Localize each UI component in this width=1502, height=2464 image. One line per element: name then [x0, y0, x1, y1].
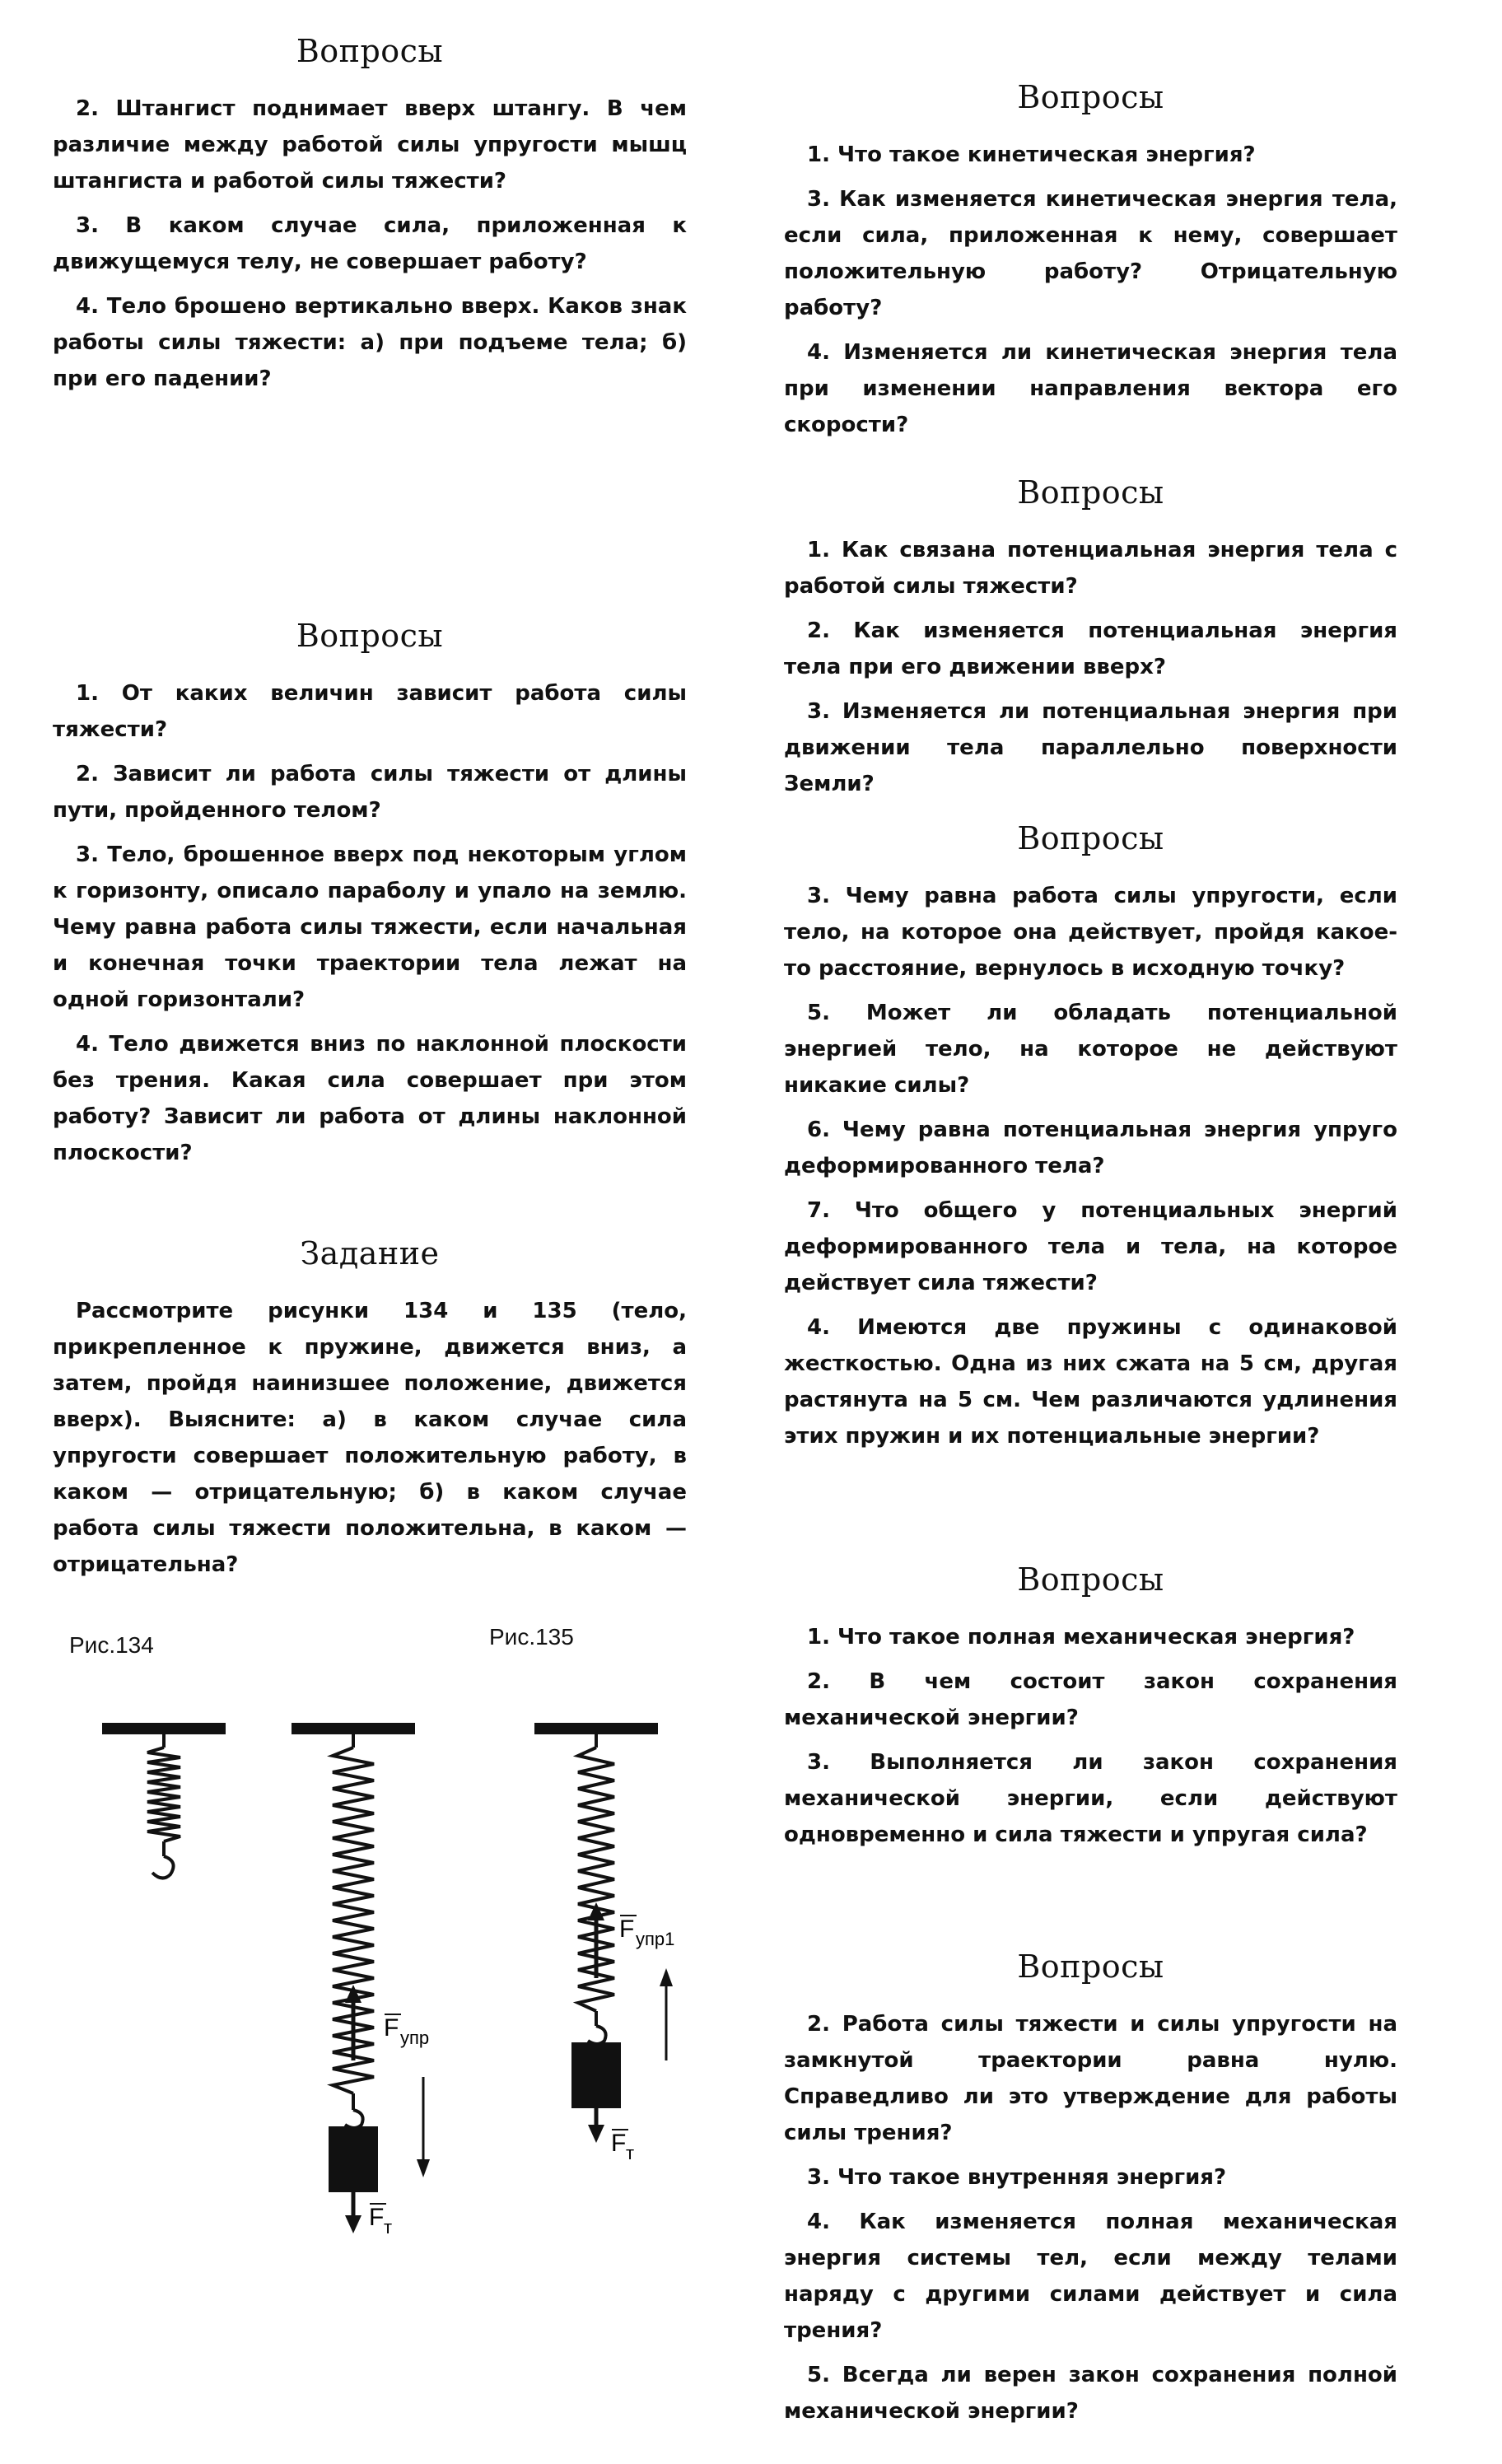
svg-text:т: т — [384, 2217, 393, 2238]
figure-135-label: Рис.135 — [489, 1624, 574, 1650]
question-item: 3. Изменяется ли потенциальная энергия при движении тела параллельно поверхности Земли? — [784, 699, 1397, 796]
task-text: Рассмотрите рисунки 134 и 135 (тело, прикрепленное к пружине, движется вниз, а затем, пройдя наинизшее положение, движется вверх). Выясните: а) в каком случае сила упругости совершает положительную работу, в каком — отрицательную; б) в каком случае работа силы тяжести положительна, в каком — отрицательна? — [53, 1299, 687, 1577]
question-item: 6. Чему равна потенциальная энергия упруго деформированного тела? — [784, 1118, 1397, 1178]
question-item: 5. Может ли обладать потенциальной энергией тело, на которое не действуют никакие силы? — [784, 1001, 1397, 1098]
question-item: 4. Тело брошено вертикально вверх. Каков знак работы силы тяжести: а) при подъеме тела; б) при его падении? — [53, 294, 687, 391]
figure-134-label: Рис.134 — [69, 1632, 154, 1658]
svg-text:F: F — [619, 1916, 635, 1943]
question-item: 1. Что такое кинетическая энергия? — [807, 142, 1256, 167]
section-title: Вопросы — [1017, 1948, 1164, 1985]
label-f-upr — [384, 2014, 429, 2048]
questions-section-work — [53, 33, 687, 405]
question-item: 4. Имеются две пружины с одинаковой жесткостью. Одна из них сжата на 5 см, другая растянута на 5 см. Чем различаются удлинения этих пружин и их потенциальные энергии? — [784, 1315, 1397, 1449]
svg-text:F: F — [369, 2204, 385, 2231]
figures-134-135 — [53, 1624, 695, 2242]
question-item: 4. Изменяется ли кинетическая энергия тела при изменении направления вектора его скорости? — [784, 340, 1397, 437]
question-item: 3. Тело, брошенное вверх под некоторым углом к горизонту, описало параболу и упало на землю. Чему равна работа силы тяжести, если начальная и конечная точки траектории тела лежат на одной горизонтали? — [53, 842, 687, 1012]
spring-diagrams — [53, 1632, 695, 2242]
section-title: Вопросы — [1017, 79, 1164, 115]
question-item: 2. Работа силы тяжести и силы упругости на замкнутой траектории равна нулю. Справедливо ли это утверждение для работы силы трения? — [784, 2012, 1397, 2145]
question-item: 1. Как связана потенциальная энергия тела с работой силы тяжести? — [784, 538, 1397, 599]
svg-text:упр: упр — [400, 2028, 430, 2048]
question-item: 2. В чем состоит закон сохранения механической энергии? — [784, 1669, 1397, 1730]
question-item: 2. Штангист поднимает вверх штангу. В чем различие между работой силы упругости мышц штангиста и работой силы тяжести? — [53, 96, 687, 194]
questions-section-potential — [784, 474, 1397, 810]
question-item: 4. Тело движется вниз по наклонной плоскости без трения. Какая сила совершает при этом работу? Зависит ли работа от длины наклонной плоскости? — [53, 1032, 687, 1165]
section-title: Вопросы — [1017, 820, 1164, 856]
question-item: 2. Зависит ли работа силы тяжести от длины пути, пройденного телом? — [53, 762, 687, 823]
question-item: 7. Что общего у потенциальных энергий деформированного тела и тела, на которое действует сила тяжести? — [784, 1198, 1397, 1295]
svg-text:упр1: упр1 — [636, 1929, 675, 1949]
spring-rest-illustration — [102, 1723, 226, 1878]
section-title: Вопросы — [1017, 1561, 1164, 1598]
svg-text:F: F — [611, 2130, 627, 2157]
spring-stretched-illustration — [292, 1723, 430, 2233]
question-item: 4. Как изменяется полная механическая энергия системы тел, если между телами наряду с другими силами действует и сила трения? — [784, 2210, 1397, 2343]
task-section — [53, 1235, 687, 1591]
question-item: 3. В каком случае сила, приложенная к движущемуся телу, не совершает работу? — [53, 213, 687, 274]
label-f-t-135 — [611, 2130, 634, 2163]
section-title: Вопросы — [1017, 474, 1164, 511]
question-item: 2. Как изменяется потенциальная энергия тела при его движении вверх? — [784, 618, 1397, 679]
question-item: 3. Выполняется ли закон сохранения механической энергии, если действуют одновременно и сила тяжести и упругая сила? — [784, 1750, 1397, 1847]
questions-section-elastic — [784, 820, 1397, 1463]
label-f-upr1 — [619, 1916, 674, 1949]
section-title: Вопросы — [296, 618, 444, 654]
question-item: 1. Что такое полная механическая энергия? — [807, 1625, 1355, 1650]
section-title: Задание — [300, 1235, 440, 1272]
questions-section-gravity-work — [53, 618, 687, 1179]
question-item: 3. Что такое внутренняя энергия? — [807, 2165, 1227, 2190]
label-f-t-134 — [369, 2204, 392, 2238]
question-item: 3. Чему равна работа силы упругости, если тело, на которое она действует, пройдя какое-то расстояние, вернулось в исходную точку? — [784, 884, 1397, 981]
section-title: Вопросы — [296, 33, 444, 69]
svg-text:F: F — [384, 2014, 399, 2042]
question-item: 3. Как изменяется кинетическая энергия тела, если сила, приложенная к нему, совершает положительную работу? Отрицательную работу? — [784, 187, 1397, 320]
questions-section-kinetic — [784, 79, 1397, 451]
question-item: 5. Всегда ли верен закон сохранения полной механической энергии? — [784, 2363, 1397, 2424]
question-item: 1. От каких величин зависит работа силы тяжести? — [53, 681, 687, 742]
questions-section-mechanical — [784, 1561, 1397, 1861]
questions-section-internal — [784, 1948, 1397, 2438]
svg-text:т: т — [626, 2143, 635, 2163]
